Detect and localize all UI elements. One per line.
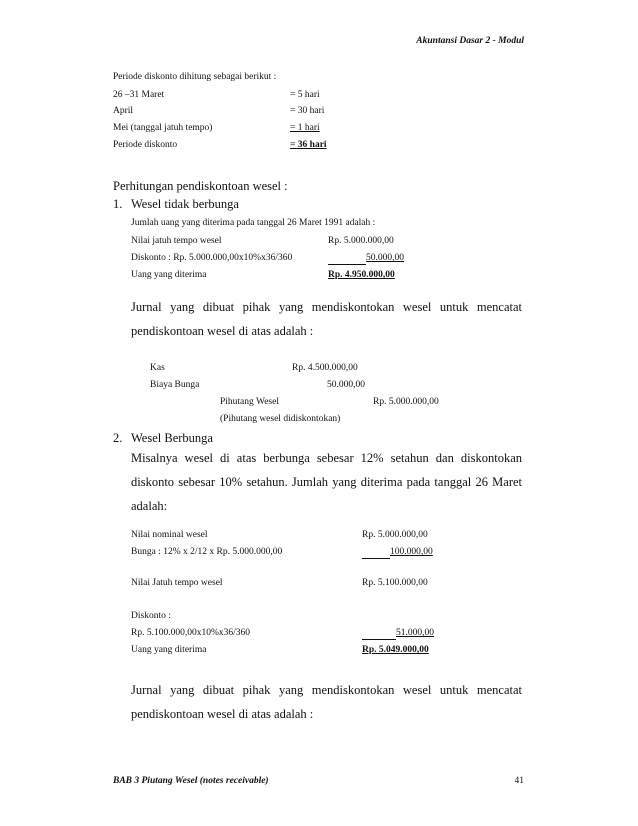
intro-row-label: April xyxy=(113,106,134,116)
calc-row-total: Rp. 4.950.000,00 xyxy=(328,270,395,280)
intro-row-total: = 36 hari xyxy=(290,140,327,150)
item1-paragraph: Jurnal yang dibuat pihak yang mendiskontokan wesel untuk mencatat pendiskontoan wesel di atas adalah : xyxy=(131,300,522,338)
item-number: 1. xyxy=(113,197,123,211)
item-title: Wesel tidak berbunga xyxy=(131,197,239,211)
intro-row-value: = 30 hari xyxy=(290,106,325,116)
journal-account: Pihutang Wesel xyxy=(220,397,279,407)
calc-row-label: Bunga : 12% x 2/12 x Rp. 5.000.000,00 xyxy=(131,547,283,557)
intro-row-value: = 5 hari xyxy=(290,90,320,100)
journal-account: Kas xyxy=(150,363,165,373)
section-title: Perhitungan pendiskontoan wesel : xyxy=(113,179,288,193)
calc-row-label: Nilai nominal wesel xyxy=(131,530,208,540)
calc-row-value: Rp. 5.100.000,00 xyxy=(362,578,428,588)
item-number: 2. xyxy=(113,431,123,445)
intro-row-label: 26 –31 Maret xyxy=(113,90,165,100)
intro-row-value: = 1 hari xyxy=(290,123,320,133)
calc-row-value: Rp. 5.000.000,00 xyxy=(328,236,394,246)
calc-row-label: Diskonto : Rp. 5.000.000,00x10%x36/360 xyxy=(131,253,293,263)
calc-row-value: 51.000,00 xyxy=(396,628,434,638)
calc-row-value: 50.000,00 xyxy=(366,253,404,263)
footer-chapter: BAB 3 Piutang Wesel (notes receivable) xyxy=(113,776,269,786)
item2-closing-paragraph: Jurnal yang dibuat pihak yang mendiskontokan wesel untuk mencatat pendiskontoan wesel di atas adalah : xyxy=(131,683,522,721)
item1-intro: Jumlah uang yang diterima pada tanggal 26 Maret 1991 adalah : xyxy=(131,218,376,228)
item-title: Wesel Berbunga xyxy=(131,431,213,445)
calc-row-value: Rp. 5.000.000,00 xyxy=(362,530,428,540)
calc-row-total: Rp. 5.049.000,00 xyxy=(362,645,429,655)
intro-title: Periode diskonto dihitung sebagai berikut : xyxy=(113,72,277,82)
journal-account: Biaya Bunga xyxy=(150,380,200,390)
journal-credit: Rp. 5.000.000,00 xyxy=(373,397,439,407)
running-header: Akuntansi Dasar 2 - Modul xyxy=(416,36,524,46)
item2-paragraph: Misalnya wesel di atas berbunga sebesar 12% setahun dan diskontokan diskonto sebesar 10% setahun. Jumlah yang diterima pada tanggal 26 Maret adalah: xyxy=(131,451,522,513)
page-number: 41 xyxy=(514,776,524,786)
calc-row-label: Rp. 5.100.000,00x10%x36/360 xyxy=(131,628,251,638)
calc-row-label: Diskonto : xyxy=(131,611,171,621)
calc-row-label: Nilai Jatuh tempo wesel xyxy=(131,578,223,588)
journal-debit: 50.000,00 xyxy=(327,380,365,390)
calc-row-label: Uang yang diterima xyxy=(131,645,207,655)
journal-note: (Pihutang wesel didiskontokan) xyxy=(220,414,341,424)
intro-row-label: Periode diskonto xyxy=(113,140,178,150)
calc-row-label: Uang yang diterima xyxy=(131,270,207,280)
calc-row-label: Nilai jatuh tempo wesel xyxy=(131,236,222,246)
calc-row-value: 100.000,00 xyxy=(390,547,433,557)
intro-row-label: Mei (tanggal jatuh tempo) xyxy=(113,123,213,133)
journal-debit: Rp. 4.500.000,00 xyxy=(292,363,358,373)
